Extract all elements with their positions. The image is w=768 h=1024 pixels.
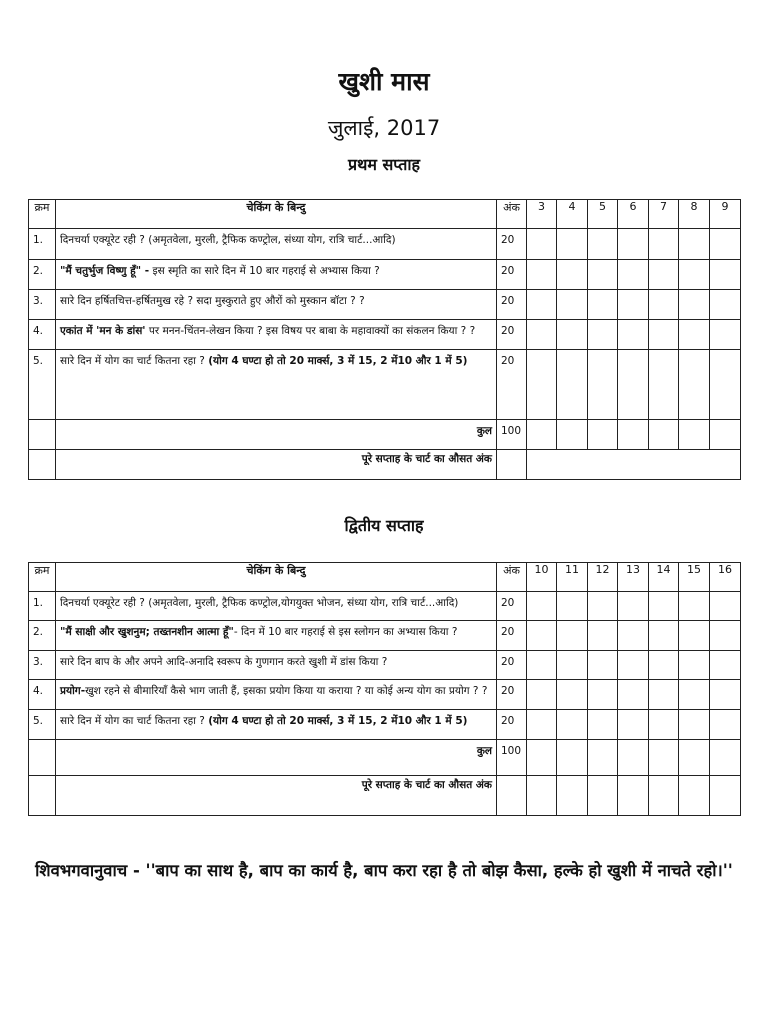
marks-cell: 20: [497, 651, 527, 680]
table-row: [29, 229, 741, 260]
day-cell[interactable]: [710, 621, 741, 651]
marks-cell: 20: [497, 350, 527, 420]
col-header-day: 7: [649, 200, 679, 229]
day-cell[interactable]: [679, 420, 710, 450]
day-cell[interactable]: [588, 776, 618, 816]
day-cell[interactable]: [557, 350, 588, 420]
day-cell[interactable]: [588, 621, 618, 651]
checkpoint-body: - दिन में 10 बार गहराई से इस स्लोगन का अभ्यास किया ?: [233, 626, 458, 638]
day-cell[interactable]: [557, 592, 588, 621]
total-label: कुल: [56, 420, 497, 450]
day-cell[interactable]: [710, 420, 741, 450]
day-cell[interactable]: [649, 651, 679, 680]
total-value: 100: [497, 740, 527, 776]
day-cell[interactable]: [649, 320, 679, 350]
day-cell[interactable]: [710, 350, 741, 420]
day-cell[interactable]: [618, 350, 649, 420]
col-header-day: 10: [527, 563, 557, 592]
day-cell[interactable]: [679, 680, 710, 710]
col-header-day: 5: [588, 200, 618, 229]
row-number: 5.: [29, 350, 56, 420]
row-number: 3.: [29, 651, 56, 680]
day-cell[interactable]: [618, 320, 649, 350]
checkpoint-body: पर मनन-चिंतन-लेखन किया ? इस विषय पर बाबा के महावाक्यों का संकलन किया ? ?: [145, 325, 476, 337]
day-cell[interactable]: [618, 229, 649, 260]
marks-cell: 20: [497, 621, 527, 651]
col-header-day: 12: [588, 563, 618, 592]
day-cell[interactable]: [649, 260, 679, 290]
checkpoint-text: [56, 651, 497, 680]
day-cell[interactable]: [649, 740, 679, 776]
day-cell[interactable]: [679, 290, 710, 320]
marks-cell: 20: [497, 680, 527, 710]
day-cell[interactable]: [527, 350, 557, 420]
row-number: 5.: [29, 710, 56, 740]
day-cell[interactable]: [557, 680, 588, 710]
col-header-sr: क्रम: [29, 200, 56, 229]
day-cell[interactable]: [618, 260, 649, 290]
day-cell[interactable]: [649, 229, 679, 260]
col-header-day: 4: [557, 200, 588, 229]
day-cell[interactable]: [710, 290, 741, 320]
day-cell[interactable]: [679, 710, 710, 740]
empty-cell: [497, 450, 527, 480]
table-row: [29, 592, 741, 621]
empty-cell: [29, 740, 56, 776]
day-cell[interactable]: [679, 776, 710, 816]
checkpoint-body: दिनचर्या एक्यूरेट रही ? (अमृतवेला, मुरली, ट्रैफिक कण्ट्रोल, संध्या योग, रात्रि चार्ट...आदि): [60, 234, 396, 246]
col-header-points: चेकिंग के बिन्दु: [56, 563, 497, 592]
day-cell[interactable]: [588, 260, 618, 290]
day-cell[interactable]: [679, 621, 710, 651]
day-cell[interactable]: [527, 592, 557, 621]
day-cell[interactable]: [557, 320, 588, 350]
day-cell[interactable]: [618, 621, 649, 651]
day-cell[interactable]: [710, 320, 741, 350]
day-cell[interactable]: [527, 740, 557, 776]
table-row: [29, 320, 741, 350]
day-cell[interactable]: [710, 710, 741, 740]
day-cell[interactable]: [618, 592, 649, 621]
table-row: [29, 710, 741, 740]
col-header-day: 9: [710, 200, 741, 229]
day-cell[interactable]: [588, 420, 618, 450]
day-cell[interactable]: [527, 320, 557, 350]
day-cell[interactable]: [588, 710, 618, 740]
checkpoint-body: सारे दिन में योग का चार्ट कितना रहा ?: [60, 715, 209, 727]
checkpoint-body: सारे दिन में योग का चार्ट कितना रहा ?: [60, 355, 209, 367]
day-cell[interactable]: [679, 651, 710, 680]
checkpoint-text: [56, 260, 497, 290]
row-number: 4.: [29, 320, 56, 350]
checkpoint-body: सारे दिन बाप के और अपने आदि-अनादि स्वरूप के गुणगान करते खुशी में डांस किया ?: [60, 656, 388, 668]
day-cell[interactable]: [710, 651, 741, 680]
day-cell[interactable]: [618, 680, 649, 710]
empty-cell: [29, 420, 56, 450]
col-header-day: 8: [679, 200, 710, 229]
checkpoint-bold: प्रयोग-: [60, 685, 86, 697]
day-cell[interactable]: [527, 290, 557, 320]
day-cell[interactable]: [527, 680, 557, 710]
checkpoint-text: [56, 710, 497, 740]
row-number: 2.: [29, 260, 56, 290]
week1-checklist-table: [28, 199, 741, 480]
empty-cell: [29, 776, 56, 816]
day-cell[interactable]: [679, 740, 710, 776]
day-cell[interactable]: [710, 260, 741, 290]
table-header-row: [29, 200, 741, 229]
day-cell[interactable]: [527, 229, 557, 260]
average-row: [29, 776, 741, 816]
col-header-sr: क्रम: [29, 563, 56, 592]
col-header-day: 14: [649, 563, 679, 592]
col-header-day: 16: [710, 563, 741, 592]
day-cell[interactable]: [618, 710, 649, 740]
marks-cell: 20: [497, 229, 527, 260]
day-cell[interactable]: [557, 420, 588, 450]
day-cell[interactable]: [527, 260, 557, 290]
day-cell[interactable]: [557, 621, 588, 651]
average-label: पूरे सप्ताह के चार्ट का औसत अंक: [56, 776, 497, 816]
checkpoint-text: [56, 680, 497, 710]
col-header-points: चेकिंग के बिन्दु: [56, 200, 497, 229]
day-cell[interactable]: [710, 229, 741, 260]
col-header-day: 11: [557, 563, 588, 592]
day-cell[interactable]: [649, 710, 679, 740]
day-cell[interactable]: [527, 651, 557, 680]
col-header-day: 15: [679, 563, 710, 592]
day-cell[interactable]: [679, 229, 710, 260]
average-label: पूरे सप्ताह के चार्ट का औसत अंक: [56, 450, 497, 480]
day-cell[interactable]: [618, 420, 649, 450]
day-cell[interactable]: [588, 592, 618, 621]
empty-cell: [497, 776, 527, 816]
day-cell[interactable]: [557, 710, 588, 740]
table-row: [29, 290, 741, 320]
week2-checklist-table: [28, 562, 741, 816]
checkpoint-bold: "मैं चतुर्भुज विष्णु हूँ" -: [60, 265, 150, 277]
total-label: कुल: [56, 740, 497, 776]
checkpoint-bold-tail: (योग 4 घण्टा हो तो 20 मार्क्स, 3 में 15, 2 में10 और 1 में 5): [208, 715, 468, 727]
checkpoint-text: [56, 290, 497, 320]
marks-cell: 20: [497, 710, 527, 740]
day-cell[interactable]: [527, 420, 557, 450]
day-cell[interactable]: [649, 592, 679, 621]
day-cell[interactable]: [588, 290, 618, 320]
table-row: [29, 350, 741, 420]
checkpoint-body: खुश रहने से बीमारियाँ कैसे भाग जाती हैं, इसका प्रयोग किया या कराया ? या कोई अन्य योग का प्रयोग ? ?: [85, 685, 488, 697]
day-cell[interactable]: [618, 290, 649, 320]
day-cell[interactable]: [649, 290, 679, 320]
week2-title: द्वितीय सप्ताह: [344, 516, 424, 535]
checkpoint-bold-tail: (योग 4 घण्टा हो तो 20 मार्क्स, 3 में 15, 2 में10 और 1 में 5): [208, 355, 468, 367]
day-cell[interactable]: [557, 651, 588, 680]
marks-cell: 20: [497, 290, 527, 320]
day-cell[interactable]: [618, 740, 649, 776]
marks-cell: 20: [497, 260, 527, 290]
day-cell[interactable]: [679, 260, 710, 290]
average-value-cell[interactable]: [527, 450, 741, 480]
day-cell[interactable]: [527, 621, 557, 651]
day-cell[interactable]: [649, 621, 679, 651]
day-cell[interactable]: [710, 740, 741, 776]
table-row: [29, 260, 741, 290]
row-number: 4.: [29, 680, 56, 710]
day-cell[interactable]: [710, 776, 741, 816]
checkpoint-bold: "मैं साक्षी और खुशनुम; तख्तनशीन आत्मा हूँ": [60, 626, 234, 638]
day-cell[interactable]: [588, 740, 618, 776]
col-header-marks: अंक: [497, 200, 527, 229]
day-cell[interactable]: [679, 592, 710, 621]
checkpoint-body: इस स्मृति का सारे दिन में 10 बार गहराई से अभ्यास किया ?: [152, 265, 380, 277]
col-header-marks: अंक: [497, 563, 527, 592]
day-cell[interactable]: [710, 592, 741, 621]
checkpoint-text: [56, 350, 497, 420]
day-cell[interactable]: [557, 740, 588, 776]
month-subtitle: जुलाई, 2017: [327, 116, 441, 140]
day-cell[interactable]: [527, 776, 557, 816]
col-header-day: 6: [618, 200, 649, 229]
day-cell[interactable]: [649, 420, 679, 450]
day-cell[interactable]: [679, 320, 710, 350]
footer-quote: शिवभगवानुवाच - ''बाप का साथ है, बाप का कार्य है, बाप करा रहा है तो बोझ कैसा, हल्के हो खुशी में नाचते रहो।'': [35, 861, 733, 880]
page-title: खुशी मास: [338, 67, 430, 96]
day-cell[interactable]: [527, 710, 557, 740]
total-row: [29, 740, 741, 776]
total-row: [29, 420, 741, 450]
day-cell[interactable]: [557, 776, 588, 816]
row-number: 1.: [29, 592, 56, 621]
table-header-row: [29, 563, 741, 592]
marks-cell: 20: [497, 592, 527, 621]
row-number: 2.: [29, 621, 56, 651]
checkpoint-body: दिनचर्या एक्यूरेट रही ? (अमृतवेला, मुरली, ट्रैफिक कण्ट्रोल,योगयुक्त भोजन, संध्या योग, रात्रि चार्ट...आदि): [60, 597, 459, 609]
checkpoint-body: सारे दिन हर्षितचित्त-हर्षितमुख रहे ? सदा मुस्कुराते हुए औरों को मुस्कान बॉटा ? ?: [60, 295, 365, 307]
row-number: 3.: [29, 290, 56, 320]
checkpoint-bold: एकांत में 'मन के डांस': [60, 325, 146, 337]
col-header-day: 3: [527, 200, 557, 229]
table-row: [29, 680, 741, 710]
day-cell[interactable]: [710, 680, 741, 710]
table-row: [29, 651, 741, 680]
day-cell[interactable]: [588, 320, 618, 350]
week1-title: प्रथम सप्ताह: [348, 155, 420, 174]
day-cell[interactable]: [557, 290, 588, 320]
row-number: 1.: [29, 229, 56, 260]
day-cell[interactable]: [618, 776, 649, 816]
checkpoint-text: [56, 229, 497, 260]
empty-cell: [29, 450, 56, 480]
day-cell[interactable]: [588, 680, 618, 710]
day-cell[interactable]: [649, 680, 679, 710]
day-cell[interactable]: [679, 350, 710, 420]
day-cell[interactable]: [588, 651, 618, 680]
table-row: [29, 621, 741, 651]
checkpoint-text: [56, 592, 497, 621]
day-cell[interactable]: [557, 229, 588, 260]
marks-cell: 20: [497, 320, 527, 350]
day-cell[interactable]: [649, 776, 679, 816]
average-row: [29, 450, 741, 480]
day-cell[interactable]: [588, 229, 618, 260]
col-header-day: 13: [618, 563, 649, 592]
day-cell[interactable]: [618, 651, 649, 680]
checkpoint-text: [56, 621, 497, 651]
day-cell[interactable]: [649, 350, 679, 420]
day-cell[interactable]: [557, 260, 588, 290]
total-value: 100: [497, 420, 527, 450]
day-cell[interactable]: [588, 350, 618, 420]
checkpoint-text: [56, 320, 497, 350]
